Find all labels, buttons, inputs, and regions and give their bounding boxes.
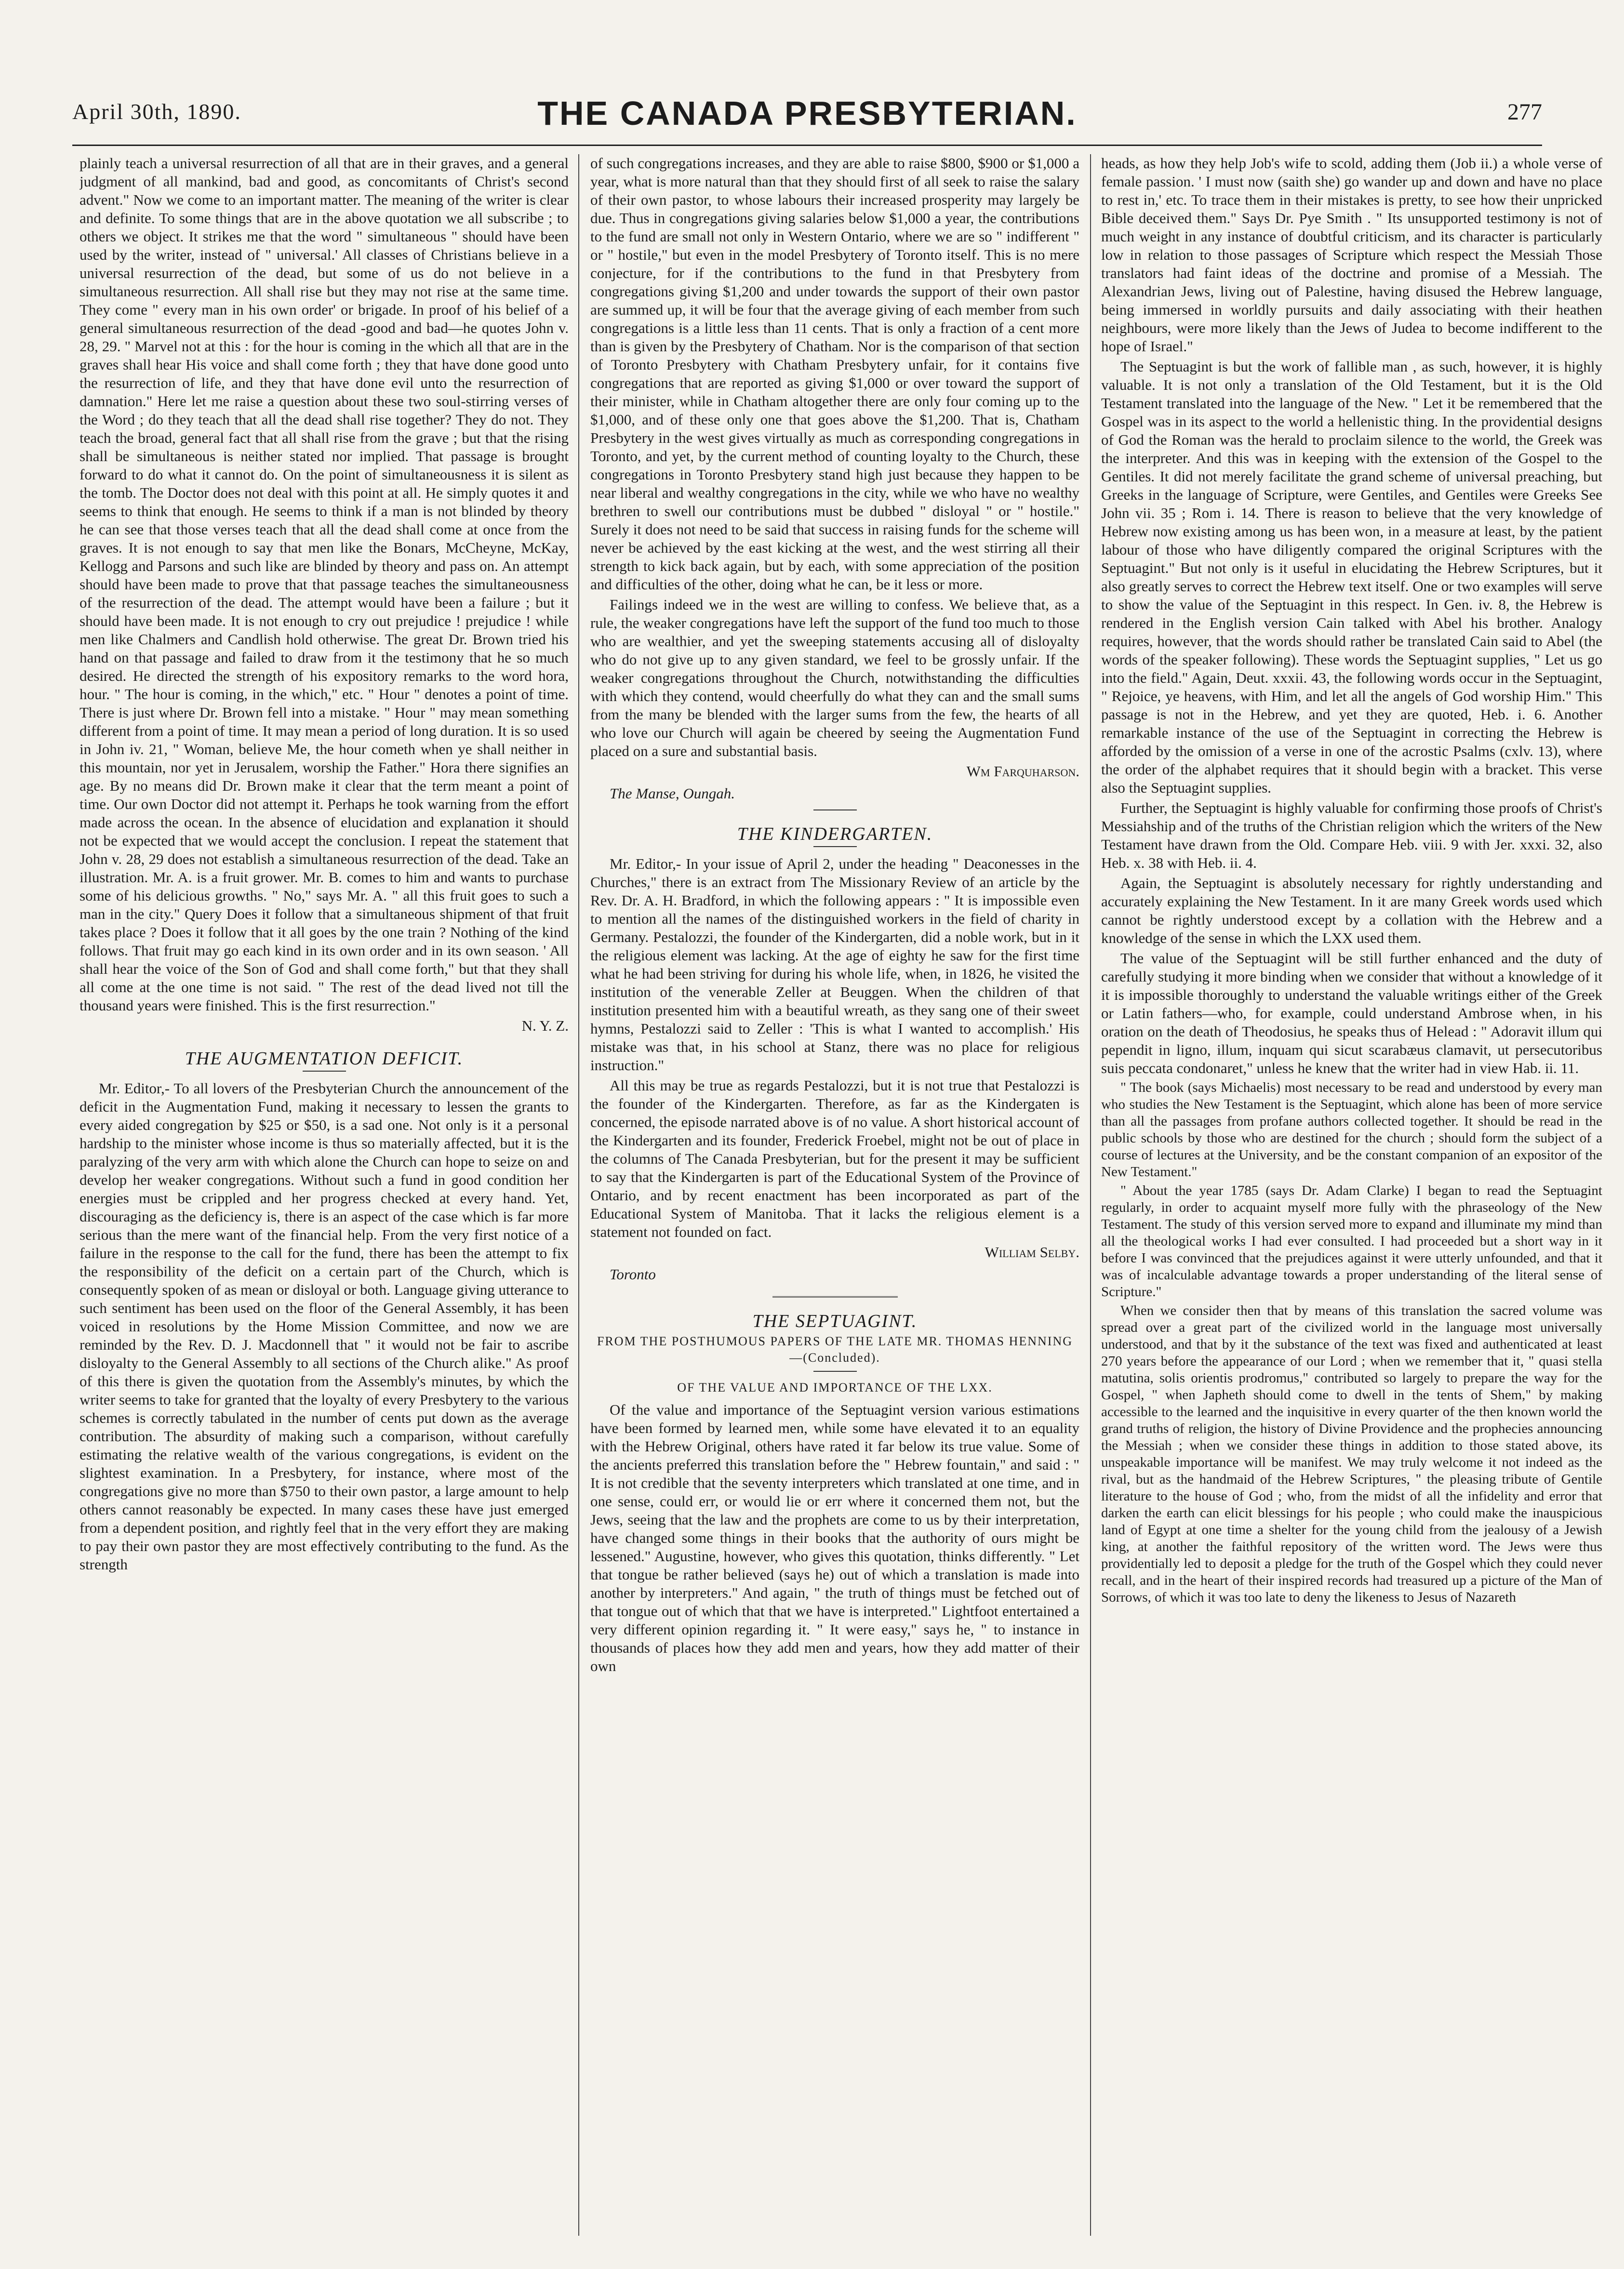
article-paragraph: heads, as how they help Job's wife to scold, adding them (Job ii.) a whole verse of female passion. ' I must now (saith she) go wander up and down and have no place to rest in,' etc. To trace them in their mistakes is pretty, to see how their unpricked Bible deceived them." Says Dr. Pye Smith . " Its unsupported testimony is not of much weight in any instance of doubtful criticism, and its character is particularly low in relation to those passages of Scripture which respect the Messiah Those translators had faint ideas of the doctrine and promise of a Messiah. The Alexandrian Jews, living out of Palestine, having disused the Hebrew language, being immersed in worldly pursuits and daily associating with their heathen neighbours, were more likely than the Jews of Judea to become indifferent to the hope of Israel." [1101,155,1602,355]
article-paragraph: The Septuagint is but the work of fallible man , as such, however, it is highly valuable. It is not only a translation of the Old Testament, but it is the Old Testament translated into the language of the New. " Let it be remembered that the Gospel was in its aspect to the world a hellenistic thing. In the providential designs of God the Roman was the herald to proclaim silence to the world, the Greek was the interpreter. And this was in keeping with the extension of the Gospel to the Gentiles. It did not merely facilitate the grand scheme of universal preaching, but Greeks in the language of Scripture, were Gentiles, and Gentiles were Greeks See John vii. 35 ; Rom i. 14. There is reason to believe that the very knowledge of Hebrew now existing among us has been won, in a measure at least, by the patient labour of those who have diligently compared the original Scriptures with the Septuagint." But not only is it useful in elucidating the Hebrew Scriptures, but it also greatly serves to correct the Hebrew text itself. One or two examples will serve to show the value of the Septuagint in this respect. In Gen. iv. 8, the Hebrew is rendered in the English version Cain talked with Abel his brother. Analogy requires, however, that the words should rather be translated Cain said to Abel (the words of the speaker following). These words the Septuagint supplies, " Let us go into the field." Again, Deut. xxxii. 43, the following words occur in the Septuagint, " Rejoice, ye heavens, with Him, and let all the angels of God worship Him." This passage is not in the Hebrew, and yet they are quoted, Heb. i. 6. Another remarkable instance of the use of the Septuagint in correcting the Hebrew is afforded by the omission of a verse in one of the acrostic Psalms (cxlv. 13), where the order of the alphabet requires that it should begin with a bracket. This verse also the Septuagint supplies. [1101,358,1602,796]
article-heading: THE AUGMENTATION DEFICIT. [185,1048,464,1069]
issue-date: April 30th, 1890. [72,99,241,124]
article-paragraph: plainly teach a universal resurrection of all that are in their graves, and a general judgment of all mankind, bad and good, as concomitants of Christ's second advent." Now we come to an important matter. The meaning of the writer is clear and definite. To some things that are in the above quotation we all subscribe ; to others we object. It strikes me that the word " simultaneous " should have been used by the writer, instead of " universal.' All classes of Christians believe in a universal resurrection of the dead, but some of us do not believe in a simultaneous resurrection. All shall rise but they may not rise at the same time. They come " every man in his own order' or brigade. In proof of his belief of a general simultaneous resurrection of the dead -good and bad—he quotes John v. 28, 29. " Marvel not at this : for the hour is coming in the which all that are in the graves shall hear His voice and shall come forth ; they that have done good unto the resurrection of life, and they that have done evil unto the resurrection of damnation." Here let me raise a question about these two soul-stirring verses of the Word ; do they teach that all the dead shall rise together? They do not. They teach the broad, general fact that all shall rise from the grave ; but that the rising shall be simultaneous is neither stated nor implied. That passage is brought forward to do what it cannot do. On the point of simultaneousness it is silent as the tomb. The Doctor does not deal with this point at all. He simply quotes it and seems to think that enough. He seems to think if a man is not blinded by theory he can see that those verses teach that all the dead shall come at once from the graves. It is not enough to say that men like the Bonars, McCheyne, McKay, Kellogg and Parsons and such like are blinded by theory and pass on. An attempt should have been made to prove that that passage teaches the simultaneousness of the resurrection of the dead. The attempt would have been a failure ; but it should have been made. It is not enough to cry out prejudice ! prejudice ! while men like Chalmers and Candlish hold otherwise. The great Dr. Brown tried his hand on that passage and failed to draw from it the testimony that he so much desired. He directed the strength of his expository remarks to the word hora, hour. " The hour is coming, in the which," etc. " Hour " denotes a point of time. There is just where Dr. Brown fell into a mistake. " Hour " may mean something different from a point of time. It may mean a period of long duration. It is so used in John iv. 21, " Woman, believe Me, the hour cometh when ye shall neither in this mountain, nor yet in Jerusalem, worship the Father." Hora there signifies an age. By no means did Dr. Brown make it clear that the term meant a point of time. Our own Doctor did not attempt it. Perhaps he took warning from the effort made across the ocean. In the absence of elucidation and explanation it should not be expected that we would accept the conclusion. I repeat the statement that John v. 28, 29 does not establish a simultaneous resurrection of the dead. Take an illustration. Mr. A. is a fruit grower. Mr. B. comes to him and wants to purchase some of his delicious growths. " No," says Mr. A. " all this fruit goes to such a man in the city." Query Does it follow that a simultaneous shipment of that fruit takes place ? Does it follow that it all goes by the one train ? Nothing of the kind follows. That fruit may go each kind in its own order and in its own season. ' All shall hear the voice of the Son of God and shall come forth," but that they shall all come at the one time is not said. " The rest of the dead lived not till the thousand years were finished. This is the first resurrection." [80,155,569,1014]
column-1 [80,154,569,2241]
article-paragraph: The value of the Septuagint will be still further enhanced and the duty of carefully studying it more binding when we consider that without a knowledge of it it is impossible thoroughly to understand the valuable writings either of the Greek or Latin fathers—who, for example, could understand Ambrose when, in his oration on the death of Theodosius, he speaks thus of Helead : " Adoravit illum qui pependit in ligno, illum, inquam qui sicut scarabæus clamavit, ut persecutoribus suis peccata condonaret," unless he knew that the writer had in view Hab. ii. 11. [1101,950,1602,1076]
masthead-rule [72,145,1542,146]
article-paragraph: All this may be true as regards Pestalozzi, but it is not true that Pestalozzi is the founder of the Kindergarten. Therefore, as far as the Kindergaten is concerned, the episode narrated above is of no value. A short historical account of the Kindergarten and its founder, Frederick Froebel, might not be out of place in the columns of The Canada Presbyterian, but for the present it may be sufficient to say that the Kindergarten is part of the Educational System of the Province of Ontario, and by recent enactment has been incorporated as part of the Educational System of Manitoba. That it lacks the religious element is a statement not founded on fact. [590,1077,1079,1240]
heading-rule [813,1371,857,1372]
quoted-paragraph: " The book (says Michaelis) most necessary to be read and understood by every man who studies the New Testament is the Septuagint, which alone has been of more service than all the passages from profane authors collected together. It should be read in the public schools by those who are destined for the church ; should form the subject of a course of lectures at the University, and be the constant companion of an expositor of the New Testament." [1101,1080,1602,1180]
page-number: 277 [1507,99,1542,125]
quoted-passages [1101,1079,1602,1606]
section-separator [772,1296,898,1298]
heading-rule [813,846,857,847]
article-paragraph: Of the value and importance of the Septuagint version various estimations have been formed by learned men, while some have elevated it to an equality with the Hebrew Original, others have rated it far below its true value. Some of the ancients preferred this translation before the " Hebrew fountain," and said : " It is not credible that the seventy interpreters which translated at one time, and in one sense, could err, or would lie or err where it concerned them not, but the Jews, seeing that the law and the prophets are come to us by their interpretation, have changed some things in their books that the authority of ours might be lessened." Augustine, however, who gives this quotation, thinks differently. " Let that tongue be rather believed (says he) out of which a translation is made into another by interpreters." And again, " the truth of things must be fetched out of that tongue out of which that that we have is interpreted." Lightfoot entertained a very different opinion regarding it. " It were easy," says he, " to instance in thousands of places how they add men and years, how they add matter of their own [590,1401,1079,1674]
article-paragraph: Mr. Editor,- To all lovers of the Presbyterian Church the announcement of the deficit in the Augmentation Fund, making it necessary to lessen the grants to every aided congregation by $25 or $50, is a sad one. Not only is it a personal hardship to the minister whose income is thus so materially affected, but it is the paralyzing of the very arm with which alone the Church can hope to seize on and develop her weaker congregations. Without such a fund in good condition her energies must be crippled and her progress checked at every hand. Yet, discouraging as the deficiency is, there is an aspect of the case which is far more serious than the mere want of the financial help. From the very first notice of a failure in the response to the call for the fund, there has been the attempt to fix the responsibility of the deficit on a certain part of the Church, which is consequently spoken of as mean or disloyal or both. Language giving utterance to such sentiment has been used on the floor of the General Assembly, it has been voiced in resolutions by the Home Mission Committee, and now we are reminded by the Rev. D. J. Macdonnell that " it would not be fair to ascribe disloyalty to the General Assembly to all sections of the Church alike." As proof of this there is given the quotation from the Assembly's minutes, by which the writer seems to take for granted that the loyalty of every Presbytery to the various schemes is correctly tabulated in the number of cents put down as the average contribution. The absurdity of making such a comparison, without carefully estimating the relative wealth of the various congregations, is evident on the slightest examination. In a Presbytery, for instance, where most of the congregations give no more than $750 to their own pastor, a large amount to help others cannot reasonably be expected. In many cases these have just emerged from a dependent position, and rightly feel that in the very effort they are making to pay their own pastor they are most effectively contributing to the fund. As the strength [80,1080,569,1573]
article-subheading: OF THE VALUE AND IMPORTANCE OF THE LXX. [677,1380,993,1394]
article-paragraph: of such congregations increases, and they are able to raise $800, $900 or $1,000 a year, what is more natural than that they should first of all seek to raise the salary of their own pastor, to whose labours their increased prosperity may largely be due. Thus in congregations giving salaries below $1,000 a year, the contributions to the fund are small not only in Western Ontario, where we are so " indifferent " or " hostile," but even in the model Presbytery of Toronto itself. This is no mere conjecture, for if the contributions to the fund in that Presbytery from congregations giving $1,200 and under towards the support of their own pastor are summed up, it will be four that the average giving of each member from such congregations is a little less than 11 cents. That is only a fraction of a cent more than is given by the Presbytery of Chatham. Nor is the comparison of that section of Toronto Presbytery with Chatham Presbytery unfair, for it contains five congregations that are reported as giving $1,000 or over toward the support of their minister, while in Chatham altogether there are only four coming up to the $1,000, and of these only one that goes above the $1,200. That is, Chatham Presbytery in the west gives virtually as much as corresponding congregations in Toronto, and yet, by the current method of counting loyalty to the Church, these congregations in Toronto Presbytery stand high just because they happen to be near liberal and wealthy congregations in the city, while we who have no wealthy brethren to swell our contributions must be dubbed " disloyal " or " hostile." Surely it does not need to be said that success in raising funds for the scheme will never be achieved by the east kicking at the west, and the west stirring all their strength to kick back again, but by each, with some appreciation of the position and difficulties of the other, doing what he can, be it less or more. [590,155,1079,593]
author-signature: Wm Farquharson. [966,763,1079,780]
masthead [72,94,1542,137]
column-2 [590,154,1079,2241]
newspaper-title: THE CANADA PRESBYTERIAN. [537,94,1077,132]
heading-rule [303,1071,346,1072]
article-paragraph: Mr. Editor,- In your issue of April 2, under the heading " Deaconesses in the Churches," there is an extract from The Missionary Review of an article by the Rev. Dr. A. H. Bradford, in which the following appears : " It is impossible even to mention all the names of the distinguished workers in the field of charity in Germany. Pestalozzi, the founder of the Kindergarten, did a noble work, but in it the religious element was lacking. At the age of eighty he saw for the first time what he had been striving for during his whole life, when, in 1826, he visited the institution of the venerable Zeller at Beuggen. When the children of that institution presented him with a beautiful wreath, as they sang one of their sweet hymns, Pestalozzi said to Zeller : 'This is what I wanted to accomplish.' His mistake was that, in his school at Stanz, there was no place for religious instruction." [590,855,1079,1074]
article-paragraph: Again, the Septuagint is absolutely necessary for rightly understanding and accurately explaining the New Testament. In it are many Greek words used which cannot be rightly understood except by a collation with the Hebrew and a knowledge of the sense in which the LXX used them. [1101,875,1602,946]
column-3 [1101,154,1602,2241]
article-paragraph: Failings indeed we in the west are willing to confess. We believe that, as a rule, the weaker congregations have left the support of the fund too much to those who are wealthier, and yet the sweeping statements accusing all of disloyalty who do not give up to any given standard, we feel to be grossly unfair. If the weaker congregations throughout the Church, notwithstanding the difficulties with which they contend, would cheerfully do what they can and the small sums from the many be blended with the larger sums from the few, the hearts of all who love our Church will again be cheered by seeing the Augmentation Fund placed on a sure and substantial basis. [590,596,1079,759]
author-signature: William Selby. [985,1244,1079,1261]
heading-rule [813,809,857,810]
column-divider [1090,154,1091,2236]
quoted-paragraph: When we consider then that by means of this translation the sacred volume was spread over a great part of the civilized world in the language most universally understood, and that by it the substance of the text was fixed and authenticated at least 270 years before the appearance of our Lord ; when we remember that it, " quasi stella matutina, solis orientis prodromus," contributed so largely to prepare the way for the Gospel, " when Japheth should come to dwell in the tents of Shem," by making accessible to the learned and the inquisitive in every quarter of the then known world the grand truths of religion, the history of Divine Providence and the prophecies announcing the Messiah ; when we consider these things in addition to those stated above, its unspeakable importance will be manifest. We may truly welcome it not indeed as the rival, but as the handmaid of the Hebrew Scriptures, " the pleasing tribute of Gentile literature to the house of God ; who, from the midst of all the infidelity and error that darken the earth can elicit blessings for his people ; who could make the inauspicious land of Egypt at one time a shelter for the young child from the jealousy of a Jewish king, at another the faithful repository of the written word. The Jews were thus providentially led to deposit a pledge for the truth of the Gospel which they could never recall, and in the heart of their inspired records had treasured up a picture of the Man of Sorrows, of which it was too late to deny the likeness to Jesus of Nazareth [1101,1303,1602,1605]
article-paragraph: Further, the Septuagint is highly valuable for confirming those proofs of Christ's Messiahship and of the truths of the Christian religion which the writers of the New Testament have drawn from the Old. Compare Heb. viii. 9 with Jer. xxxi. 32, also Heb. x. 38 with Heb. ii. 4. [1101,799,1602,871]
article-heading: THE SEPTUAGINT. [752,1311,918,1331]
author-signature: N. Y. Z. [521,1017,569,1034]
article-subheading: FROM THE POSTHUMOUS PAPERS OF THE LATE MR. THOMAS HENNING—(Concluded). [597,1334,1073,1365]
column-divider [578,154,579,2236]
quoted-paragraph: " About the year 1785 (says Dr. Adam Clarke) I began to read the Septuagint regularly, in order to acquaint myself more fully with the phraseology of the New Testament. The study of this version served more to expand and illuminate my mind than all the theological works I had ever consulted. I had proceeded but a short way in it before I was convinced that the prejudices against it were utterly unfounded, and that it was of incalculable advantage towards a proper understanding of the literal sense of Scripture." [1101,1183,1602,1300]
article-heading: THE KINDERGARTEN. [737,824,933,844]
author-location: Toronto [610,1266,656,1283]
author-location: The Manse, Oungah. [610,785,735,802]
